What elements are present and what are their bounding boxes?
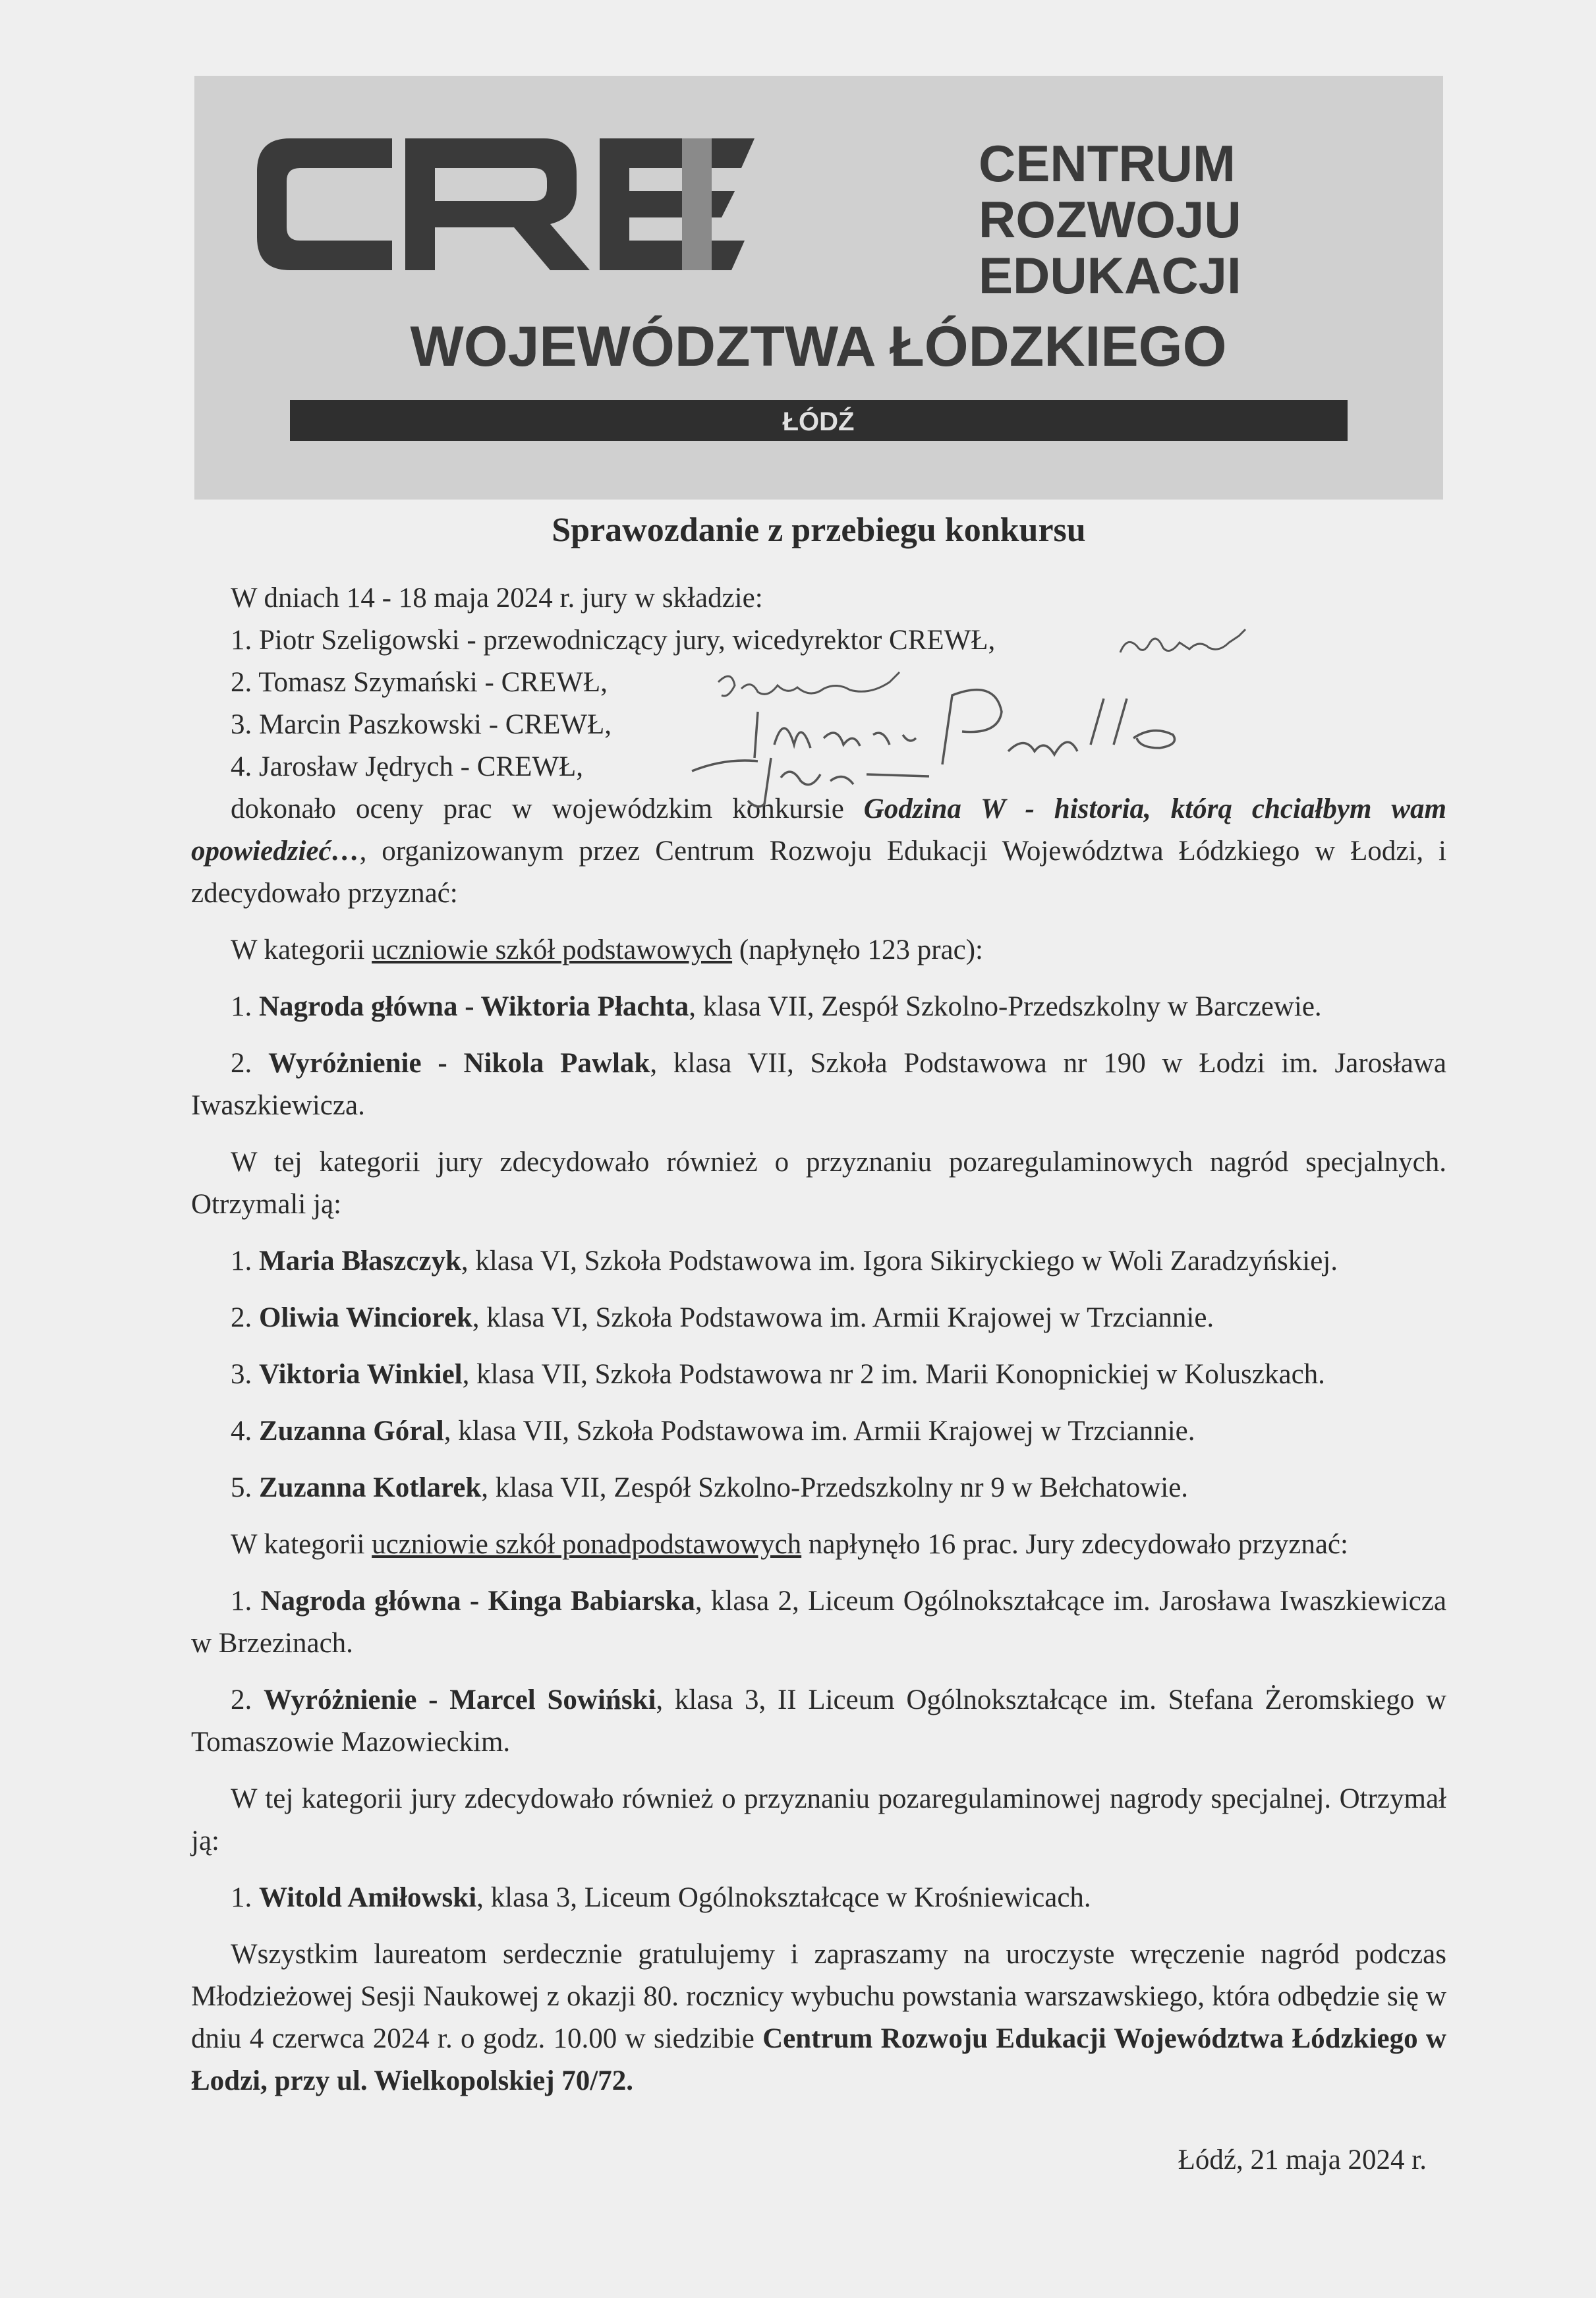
evaluation-text-b: , organizowanym przez Centrum Rozwoju Edukacji Województwa Łódzkiego w Łodzi, i zdecydowało przyznać:: [191, 836, 1446, 909]
award-details: , klasa VI, Szkoła Podstawowa im. Armii Krajowej w Trzciannie.: [472, 1302, 1214, 1333]
award-number: 2.: [231, 1048, 269, 1079]
special-award-item: [191, 1297, 1446, 1339]
logo-graphic: [194, 76, 1443, 500]
award-details: , klasa VI, Szkoła Podstawowa im. Igora Sikiryckiego w Woli Zaradzyńskiej.: [461, 1246, 1338, 1277]
award-winner: Oliwia Winciorek: [259, 1302, 472, 1333]
special-award-item: [191, 1354, 1446, 1396]
award-winner: Nagroda główna - Wiktoria Płachta: [259, 991, 689, 1022]
special-award-item: [191, 1240, 1446, 1282]
award-item: [191, 1580, 1446, 1665]
closing-paragraph: [191, 1934, 1446, 2102]
award-winner: Maria Błaszczyk: [259, 1246, 461, 1277]
award-details: , klasa VII, Zespół Szkolno-Przedszkolny nr 9 w Bełchatowie.: [481, 1472, 1189, 1503]
jury-member-text: 4. Jarosław Jędrych - CREWŁ,: [231, 751, 583, 782]
category-1-pre: W kategorii: [231, 934, 372, 965]
category-1-heading: [191, 929, 1446, 971]
award-details: , klasa 2, Liceum Ogólnokształcące im. Jarosława Iwaszkiewicza w Brzezinach.: [191, 1586, 1446, 1659]
award-item: [191, 1679, 1446, 1764]
award-number: 1.: [231, 1246, 259, 1277]
award-details: , klasa 3, Liceum Ogólnokształcące w Krośniewicach.: [476, 1882, 1091, 1913]
jury-member-text: 3. Marcin Paszkowski - CREWŁ,: [231, 709, 612, 740]
contest-name: Godzina W - historia, którą chciałbym wam opowiedzieć…: [191, 793, 1446, 867]
award-number: 2.: [231, 1684, 264, 1715]
jury-member-text: 2. Tomasz Szymański - CREWŁ,: [231, 667, 608, 698]
category-1-name: uczniowie szkół podstawowych: [372, 934, 733, 965]
award-winner: Wyróżnienie - Marcel Sowiński: [263, 1684, 656, 1715]
category-2-name: uczniowie szkół ponadpodstawowych: [372, 1529, 802, 1560]
award-details: , klasa 3, II Liceum Ogólnokształcące im. Stefana Żeromskiego w Tomaszowie Mazowieckim.: [191, 1684, 1446, 1758]
award-number: 4.: [231, 1416, 259, 1447]
special-awards-intro: W tej kategorii jury zdecydowało również o przyznaniu pozaregulaminowej nagrody specjalnej. Otrzymał ją:: [191, 1783, 1446, 1856]
award-winner: Zuzanna Góral: [259, 1416, 444, 1447]
logo-line-2: ROZWOJU: [979, 190, 1241, 248]
intro-line: W dniach 14 - 18 maja 2024 r. jury w składzie:: [231, 583, 763, 614]
award-number: 1.: [231, 1882, 259, 1913]
award-number: 5.: [231, 1472, 259, 1503]
award-details: , klasa VII, Szkoła Podstawowa nr 2 im. Marii Konopnickiej w Koluszkach.: [462, 1359, 1325, 1390]
evaluation-text-a: dokonało oceny prac w wojewódzkim konkursie: [231, 793, 864, 824]
page-title: Sprawozdanie z przebiegu konkursu: [552, 511, 1086, 549]
logo-line-3: EDUKACJI: [979, 246, 1241, 304]
award-item: [191, 986, 1446, 1028]
category-2-pre: W kategorii: [231, 1529, 372, 1560]
category-2-post: napłynęło 16 prac. Jury zdecydowało przyznać:: [801, 1529, 1348, 1560]
award-number: 3.: [231, 1359, 259, 1390]
award-winner: Wyróżnienie - Nikola Pawlak: [268, 1048, 650, 1079]
award-item: [191, 1043, 1446, 1127]
place-date: Łódź, 21 maja 2024 r.: [1178, 2144, 1427, 2175]
award-winner: Nagroda główna - Kinga Babiarska: [260, 1586, 695, 1617]
award-number: 1.: [231, 1586, 261, 1617]
closing-venue: Centrum Rozwoju Edukacji Województwa Łódzkiego w Łodzi, przy ul. Wielkopolskiej 70/72.: [191, 2023, 1446, 2096]
award-details: , klasa VII, Szkoła Podstawowa nr 190 w Łodzi im. Jarosława Iwaszkiewicza.: [191, 1048, 1446, 1121]
jury-member-text: 1. Piotr Szeligowski - przewodniczący jury, wicedyrektor CREWŁ,: [231, 625, 996, 656]
signature-1: [1114, 623, 1259, 669]
award-details: , klasa VII, Zespół Szkolno-Przedszkolny w Barczewie.: [689, 991, 1322, 1022]
category-2-heading: [191, 1524, 1446, 1566]
logo-line-4: WOJEWÓDZTWA ŁÓDZKIEGO: [410, 315, 1227, 378]
logo-line-1: CENTRUM: [979, 134, 1236, 192]
signature-4: [685, 745, 936, 811]
special-award-item: [191, 1467, 1446, 1509]
award-winner: Witold Amiłowski: [259, 1882, 477, 1913]
special-award-item: [191, 1410, 1446, 1452]
award-winner: Zuzanna Kotlarek: [259, 1472, 482, 1503]
award-number: 2.: [231, 1302, 259, 1333]
special-award-item: [191, 1877, 1446, 1919]
category-1-post: (napłynęło 123 prac):: [732, 934, 983, 965]
closing-text: Wszystkim laureatom serdecznie gratulujemy i zapraszamy na uroczyste wręczenie nagród podczas Młodzieżowej Sesji Naukowej z okazji 80. rocznicy wybuchu powstania warszawskiego, która odbędzie się w dniu 4 czerwca 2024 r. o godz. 10.00 w siedzibie: [191, 1939, 1446, 2054]
award-details: , klasa VII, Szkoła Podstawowa im. Armii Krajowej w Trzciannie.: [443, 1416, 1195, 1447]
crewl-logo: [194, 76, 1443, 500]
award-winner: Viktoria Winkiel: [259, 1359, 463, 1390]
logo-city: ŁÓDŹ: [782, 407, 855, 436]
award-number: 1.: [231, 991, 259, 1022]
special-awards-intro: W tej kategorii jury zdecydowało również o przyznaniu pozaregulaminowych nagród specjalnych. Otrzymali ją:: [191, 1147, 1446, 1220]
